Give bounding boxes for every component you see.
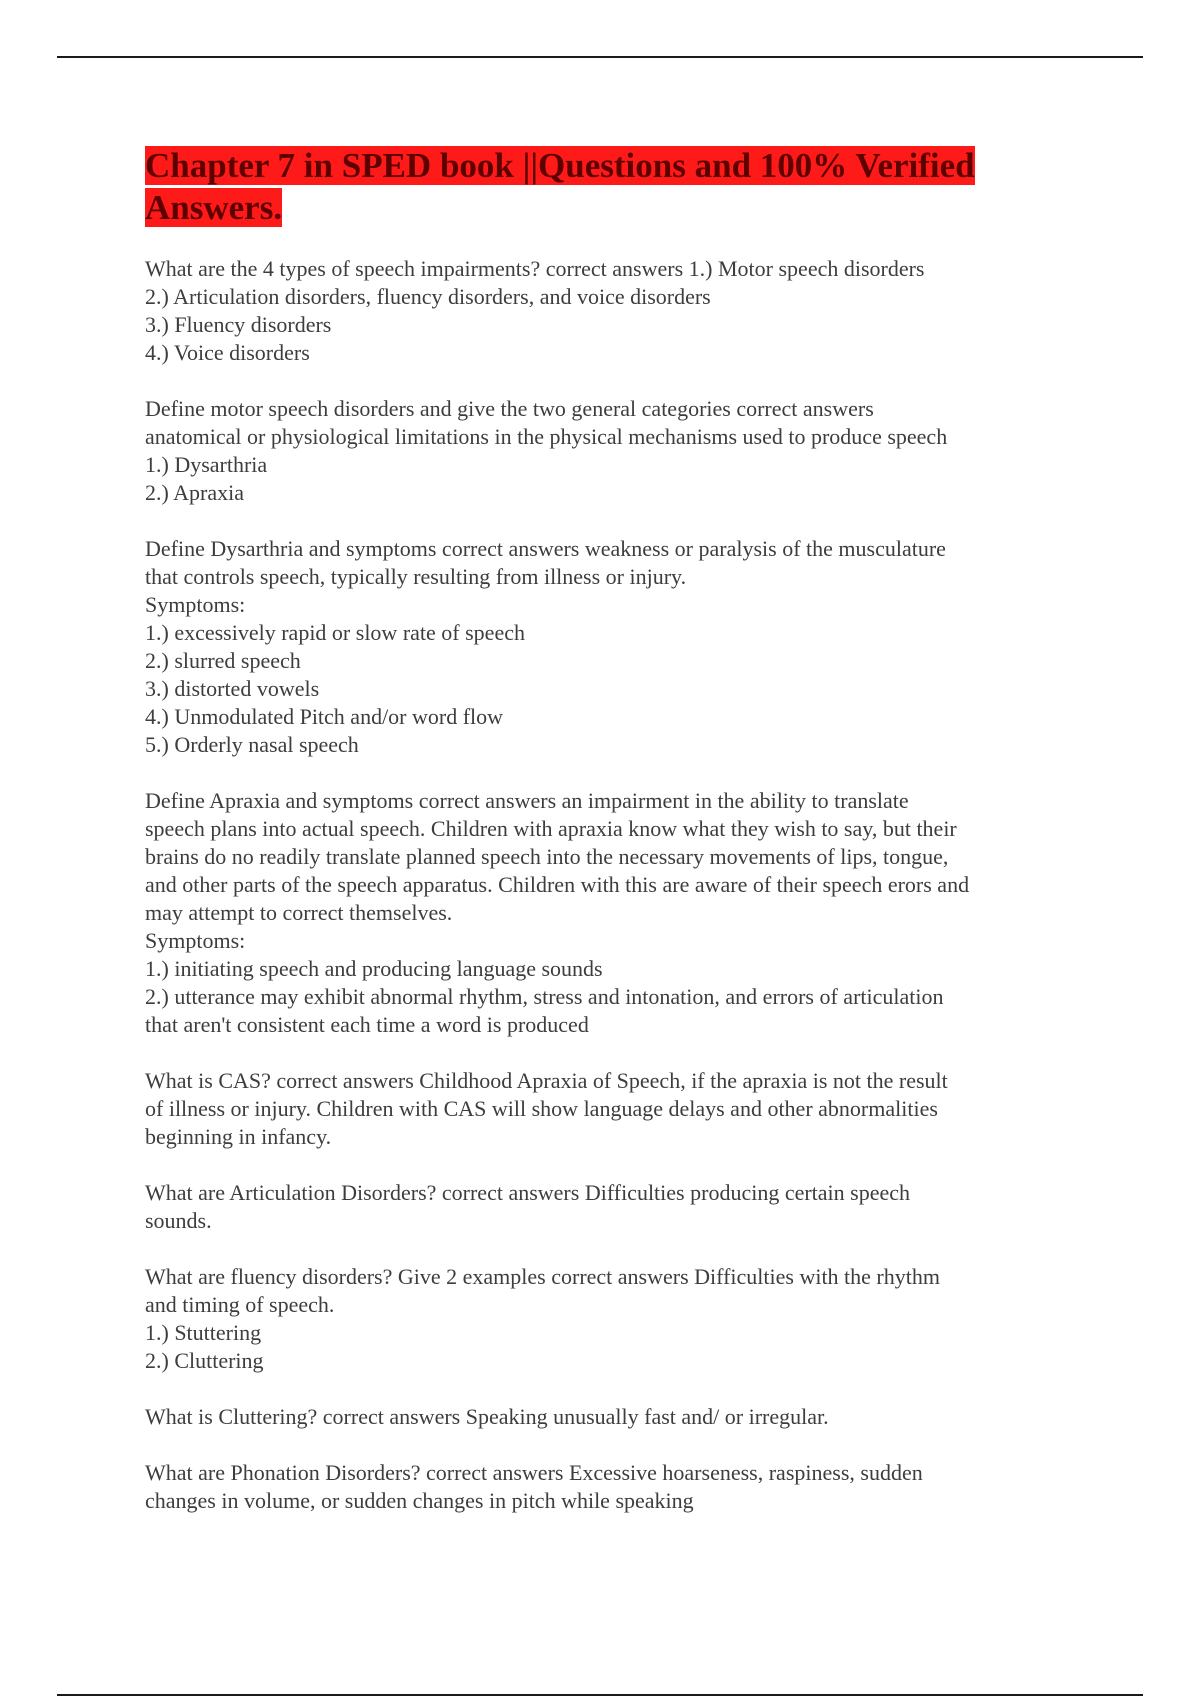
qa-line: 3.) Fluency disorders: [145, 312, 332, 337]
qa-line: 2.) utterance may exhibit abnormal rhythm, stress and intonation, and errors of articulation: [145, 984, 944, 1009]
qa-line: 1.) Stuttering: [145, 1320, 262, 1345]
document-title: [145, 145, 1015, 229]
qa-line: that controls speech, typically resulting from illness or injury.: [145, 564, 687, 589]
qa-line: 2.) slurred speech: [145, 648, 301, 673]
footer-rule: [57, 1694, 1143, 1696]
document-title-text: Chapter 7 in SPED book ||Questions and 100% Verified Answers.: [145, 146, 975, 227]
qa-line: 4.) Voice disorders: [145, 340, 310, 365]
qa-line: sounds.: [145, 1208, 212, 1233]
qa-line: Define motor speech disorders and give the two general categories correct answers: [145, 396, 874, 421]
header-rule: [57, 56, 1143, 58]
qa-line: What is Cluttering? correct answers Speaking unusually fast and/ or irregular.: [145, 1404, 829, 1429]
qa-line: beginning in infancy.: [145, 1124, 332, 1149]
qa-line: that aren't consistent each time a word is produced: [145, 1012, 589, 1037]
qa-line: 1.) Dysarthria: [145, 452, 268, 477]
qa-line: Symptoms:: [145, 928, 246, 953]
qa-line: anatomical or physiological limitations in the physical mechanisms used to produce speech: [145, 424, 948, 449]
qa-line: Define Dysarthria and symptoms correct answers weakness or paralysis of the musculature: [145, 536, 946, 561]
qa-line: 2.) Cluttering: [145, 1348, 264, 1373]
qa-line: 4.) Unmodulated Pitch and/or word flow: [145, 704, 504, 729]
qa-entry: [145, 535, 1065, 759]
qa-entry: [145, 1263, 1065, 1375]
qa-line: of illness or injury. Children with CAS will show language delays and other abnormalities: [145, 1096, 938, 1121]
qa-line: What are the 4 types of speech impairments? correct answers 1.) Motor speech disorders: [145, 256, 925, 281]
qa-line: What are Articulation Disorders? correct answers Difficulties producing certain speech: [145, 1180, 911, 1205]
qa-line: 2.) Apraxia: [145, 480, 244, 505]
qa-entry: [145, 787, 1065, 1039]
qa-line: speech plans into actual speech. Children with apraxia know what they wish to say, but their: [145, 816, 957, 841]
qa-line: brains do no readily translate planned speech into the necessary movements of lips, tongue,: [145, 844, 949, 869]
qa-entry: [145, 1459, 1065, 1515]
qa-entry: [145, 1067, 1065, 1151]
qa-entry: [145, 255, 1065, 367]
qa-line: What is CAS? correct answers Childhood Apraxia of Speech, if the apraxia is not the result: [145, 1068, 948, 1093]
qa-line: 3.) distorted vowels: [145, 676, 320, 701]
qa-line: changes in volume, or sudden changes in pitch while speaking: [145, 1488, 694, 1513]
qa-line: 1.) initiating speech and producing language sounds: [145, 956, 603, 981]
qa-line: and timing of speech.: [145, 1292, 335, 1317]
qa-entry: [145, 1179, 1065, 1235]
qa-line: Define Apraxia and symptoms correct answers an impairment in the ability to translate: [145, 788, 909, 813]
qa-line: What are Phonation Disorders? correct answers Excessive hoarseness, raspiness, sudden: [145, 1460, 923, 1485]
qa-line: 2.) Articulation disorders, fluency disorders, and voice disorders: [145, 284, 711, 309]
qa-line: What are fluency disorders? Give 2 examples correct answers Difficulties with the rhythm: [145, 1264, 940, 1289]
qa-list: [145, 255, 1065, 1515]
qa-entry: [145, 1403, 1065, 1431]
qa-line: Symptoms:: [145, 592, 246, 617]
qa-line: may attempt to correct themselves.: [145, 900, 453, 925]
document-body: [145, 145, 1065, 1543]
qa-entry: [145, 395, 1065, 507]
qa-line: 5.) Orderly nasal speech: [145, 732, 359, 757]
qa-line: 1.) excessively rapid or slow rate of speech: [145, 620, 525, 645]
qa-line: and other parts of the speech apparatus. Children with this are aware of their speech erors and: [145, 872, 970, 897]
